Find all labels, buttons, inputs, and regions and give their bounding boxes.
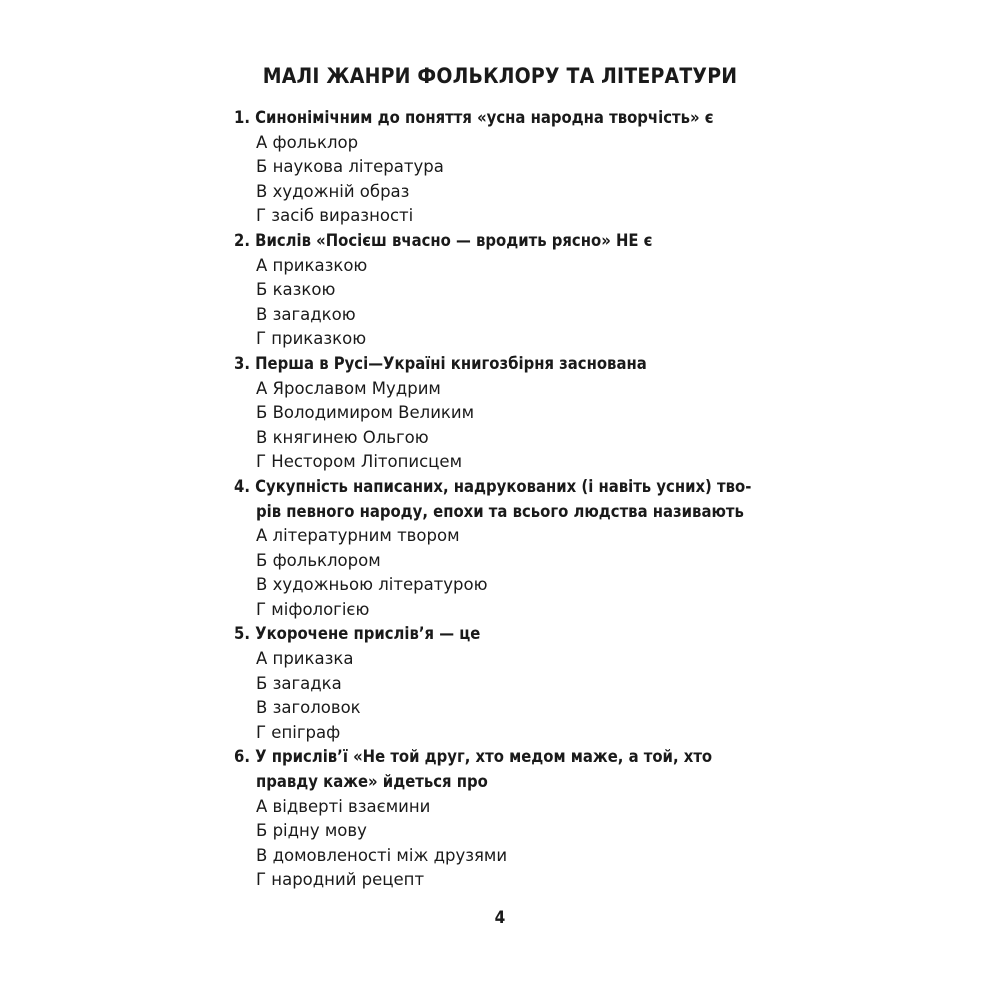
- answer-option: А Ярославом Мудрим: [256, 378, 441, 398]
- question-text-continuation: рів певного народу, епохи та всього людства називають: [256, 501, 744, 521]
- question-text-continuation: правду каже» йдеться про: [256, 772, 488, 792]
- question-5: [234, 622, 794, 745]
- answer-option: Г засіб виразності: [256, 206, 414, 226]
- page-title: МАЛІ ЖАНРИ ФОЛЬКЛОРУ ТА ЛІТЕРАТУРИ: [262, 64, 738, 88]
- answer-option: Г Нестором Літописцем: [256, 452, 463, 472]
- question-4: [234, 475, 794, 623]
- answer-option: Г епіграф: [256, 722, 341, 742]
- answer-option: В художній образ: [256, 181, 410, 201]
- question-1: [234, 106, 794, 229]
- question-2: [234, 229, 794, 352]
- answer-option: А відверті взаємини: [256, 796, 431, 816]
- answer-option: Б Володимиром Великим: [256, 403, 475, 423]
- question-text: 3. Перша в Русі—Україні книгозбірня заснована: [234, 353, 647, 373]
- answer-option: Г приказкою: [256, 329, 367, 349]
- answer-option: В заголовок: [256, 698, 361, 718]
- question-text: 5. Укорочене прислів’я — це: [234, 624, 481, 644]
- answer-option: В домовленості між друзями: [256, 845, 508, 865]
- answer-option: Г міфологією: [256, 599, 370, 619]
- answer-option: Б наукова література: [256, 157, 444, 177]
- answer-option: Б казкою: [256, 280, 336, 300]
- answer-option: Б рідну мову: [256, 821, 367, 841]
- question-text: 1. Синонімічним до поняття «усна народна творчість» є: [234, 108, 714, 127]
- answer-option: В художньою літературою: [256, 575, 488, 595]
- answer-option: А літературним твором: [256, 526, 460, 546]
- answer-option: А приказкою: [256, 255, 368, 275]
- question-6: [234, 745, 794, 893]
- page-number: 4: [494, 908, 506, 928]
- answer-option: Б загадка: [256, 673, 342, 693]
- answer-option: А приказка: [256, 649, 354, 669]
- answer-option: А фольклор: [256, 132, 359, 152]
- answer-option: Б фольклором: [256, 550, 381, 570]
- question-text: 6. У прислів’ї «Не той друг, хто медом маже, а той, хто: [234, 747, 713, 767]
- question-text: 4. Сукупність написаних, надрукованих (і навіть усних) тво-: [234, 476, 752, 496]
- quiz-list: [234, 106, 794, 893]
- answer-option: Г народний рецепт: [256, 870, 425, 890]
- answer-option: В загадкою: [256, 304, 356, 324]
- answer-option: В княгинею Ольгою: [256, 427, 429, 447]
- question-text: 2. Вислів «Посієш вчасно — вродить рясно» НЕ є: [234, 230, 653, 250]
- question-3: [234, 352, 794, 475]
